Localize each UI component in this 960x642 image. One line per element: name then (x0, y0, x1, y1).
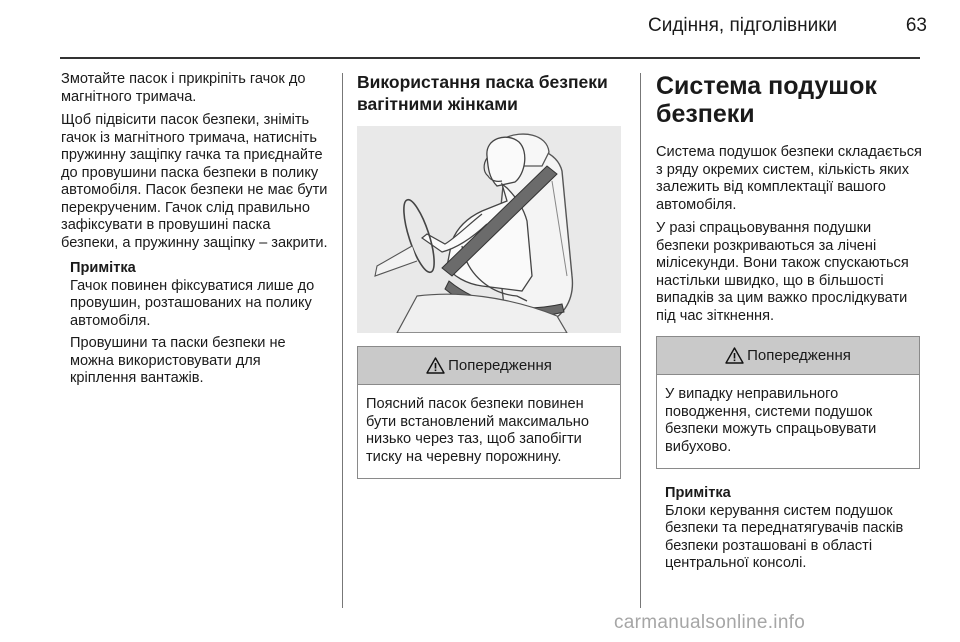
pregnant-woman-seatbelt-illustration (357, 126, 621, 333)
note-block (665, 485, 924, 573)
header-divider (60, 57, 920, 59)
section-title: Використання паска безпеки вагітними жінками (357, 72, 608, 114)
note-paragraph: Блоки керування систем подушок безпеки та переднатягувачів пасків безпеки розташовані в області центральної консолі. (665, 502, 904, 571)
warning-label: Попередження (448, 357, 552, 374)
paragraph: У разі спрацьовування подушки безпеки розкриваються за лічені мілісекунди. Вони також спускаються настільки швидко, що в більшості випадків за цим важко прослідкувати під час зіткнення. (656, 220, 909, 324)
note-title: Примітка (70, 260, 136, 276)
section-header-title: Сидіння, підголівники (648, 15, 838, 36)
column-divider-2 (640, 73, 641, 608)
note-paragraph: Гачок повинен фіксуватися лише до провушин, розташованих на полику автомобіля. (70, 277, 315, 329)
note-block (70, 260, 329, 388)
warning-text: Поясний пасок безпеки повинен бути встановлений максимально низько через таз, щоб запобігти тиску на черевну порожнину. (366, 396, 589, 465)
column-right (656, 71, 924, 578)
warning-label: Попередження (747, 347, 851, 364)
warning-body (358, 385, 620, 478)
warning-header (657, 337, 919, 375)
paragraph: Змотайте пасок і прикріпіть гачок до магнітного тримача. (61, 71, 306, 105)
column-divider-1 (342, 73, 343, 608)
warning-triangle-icon (725, 347, 744, 364)
warning-header (358, 347, 620, 385)
note-paragraph: Провушини та паски безпеки не можна використовувати для кріплення вантажів. (70, 335, 286, 386)
section-title-large: Система подушок безпеки (656, 72, 877, 128)
paragraph: Система подушок безпеки складається з ряду окремих систем, кількість яких залежить від комплектації вашого автомобіля. (656, 144, 922, 213)
paragraph: Щоб підвісити пасок безпеки, зніміть гачок із магнітного тримача, натисніть пружинну защіпку гачка та приєднайте до провушини паска безпеки в полику автомобіля. Пасок безпеки не має бути перекрученим. Гачок слід правильно зафіксувати в провушині паска безпеки, а пружинну защіпку – закрити. (61, 112, 328, 251)
page-number: 63 (905, 15, 927, 36)
column-left (61, 71, 329, 393)
warning-body (657, 375, 919, 468)
warning-triangle-icon (426, 357, 445, 374)
column-middle (357, 71, 624, 479)
warning-box (656, 336, 920, 469)
illustration-drawing (357, 126, 621, 333)
page-header (0, 0, 960, 60)
warning-box (357, 346, 621, 479)
note-title: Примітка (665, 485, 731, 501)
warning-text: У випадку неправильного поводження, системи подушок безпеки можуть спрацьовувати вибухово. (665, 386, 877, 455)
watermark: carmanualsonline.info (614, 612, 806, 633)
